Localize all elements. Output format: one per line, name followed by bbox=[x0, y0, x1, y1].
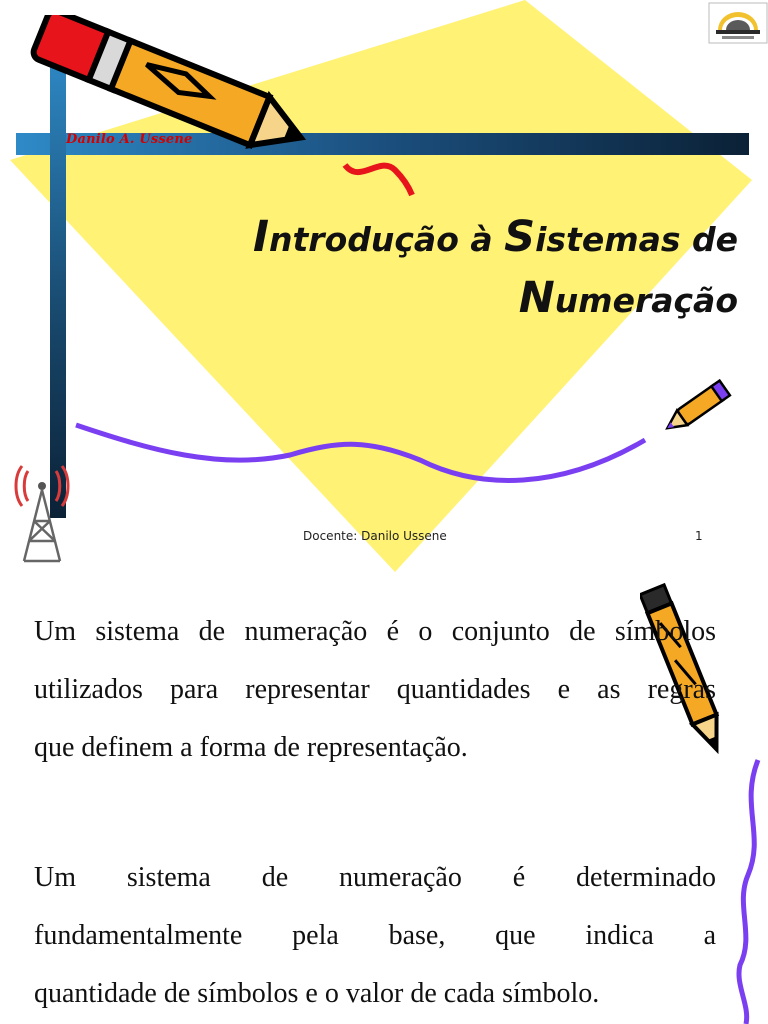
title-part-1: ntrodução à bbox=[269, 220, 505, 259]
title-initial-s: S bbox=[504, 212, 536, 262]
paragraph-2-line-3: quantidade de símbolos e o valor de cada símbolo. bbox=[34, 978, 600, 1009]
logo-icon bbox=[708, 2, 768, 44]
footer-docente: Docente: Danilo Ussene bbox=[303, 529, 447, 543]
title-initial-i: I bbox=[253, 212, 270, 262]
small-pencil-icon bbox=[650, 375, 740, 445]
title-part-2: istemas de bbox=[535, 220, 738, 259]
paragraph-1-line-2: utilizados para representar quantidades e as regras bbox=[34, 674, 716, 705]
paragraph-1-line-3: que definem a forma de representação. bbox=[34, 732, 468, 763]
paragraph-2 bbox=[34, 849, 716, 1023]
author-label: Danilo A. Ussene bbox=[66, 132, 193, 147]
title-initial-n: N bbox=[518, 273, 555, 323]
paragraph-2-line-2: fundamentalmente pela base, que indica a bbox=[34, 920, 716, 951]
paragraph-1 bbox=[34, 603, 716, 777]
paragraph-2-line-1: Um sistema de numeração é determinado bbox=[34, 862, 716, 893]
radio-tower-icon bbox=[12, 446, 72, 564]
title-part-3: umeração bbox=[554, 281, 738, 320]
page-number: 1 bbox=[695, 529, 703, 543]
paragraph-1-line-1: Um sistema de numeração é o conjunto de símbolos bbox=[34, 616, 716, 647]
